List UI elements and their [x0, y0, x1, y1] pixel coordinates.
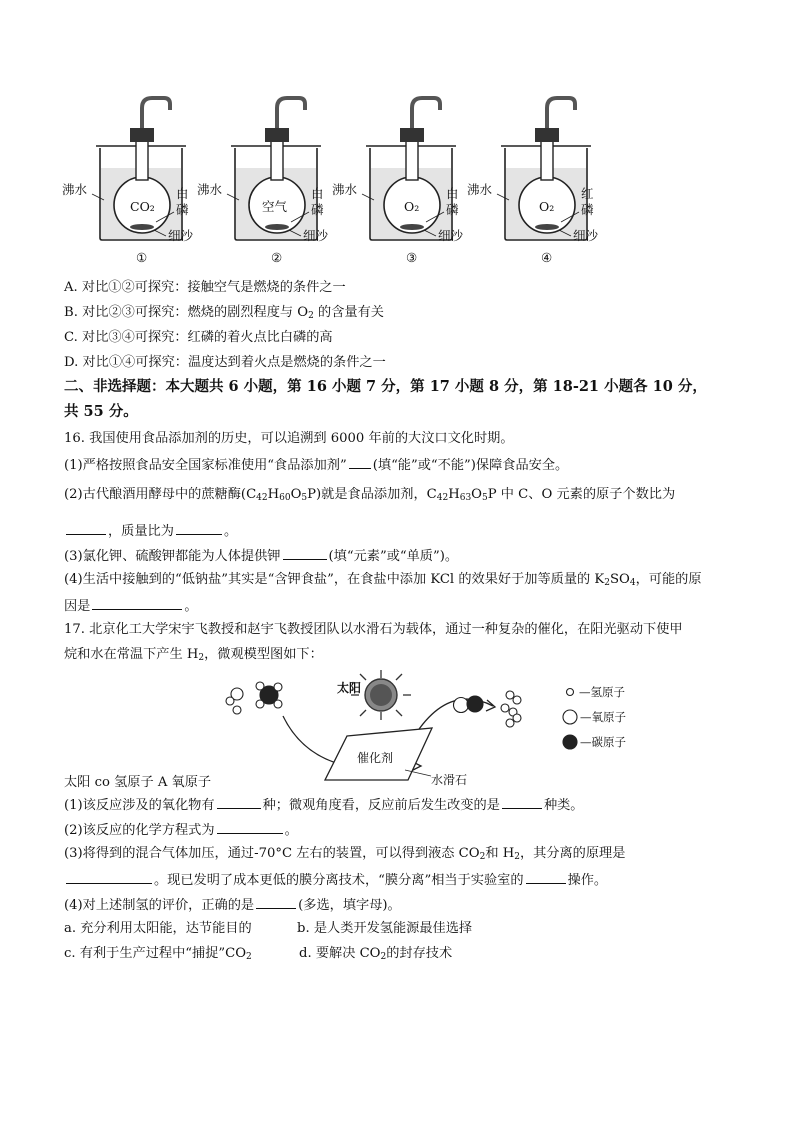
b1-num: ① [136, 250, 148, 265]
b3-num: ③ [406, 250, 418, 265]
answer-blank[interactable] [283, 546, 327, 560]
q17-option-d: d. 要解决 $CO_2$的封存技术 [299, 946, 453, 962]
q17-option-b: b. 是人类开发氢能源最佳选择 [297, 921, 473, 936]
q16-part4-line2: 因是 。 [64, 596, 198, 616]
b4-right1: 红 [581, 186, 594, 201]
answer-blank[interactable] [349, 455, 371, 469]
b3-gas-label: O₂ [404, 199, 420, 214]
b3-left-label: 沸水 [332, 182, 358, 197]
b1-right1: 白 [176, 186, 189, 201]
answer-blank[interactable] [526, 870, 566, 884]
b1-right2: 磷 [176, 202, 189, 217]
option-b: B. 对比②③可探究：燃烧的剧烈程度与 $O_2$ 的含量有关 [64, 305, 384, 321]
b2-right2: 磷 [311, 202, 324, 217]
q17-part3: (3)将得到的混合气体加压，通过-70°C 左右的装置，可以得到液态 $CO_2$和 $H_2$，其分离的原理是 [64, 846, 626, 862]
q17-part2: (2)该反应的化学方程式为 。 [64, 820, 298, 840]
answer-blank[interactable] [217, 820, 283, 834]
answer-blank[interactable] [502, 795, 542, 809]
b1-gas-label: CO₂ [130, 199, 155, 214]
b4-left-label: 沸水 [467, 182, 493, 197]
b1-sand: 细沙 [168, 228, 194, 243]
b4-gas-label: O₂ [539, 199, 555, 214]
legend-oxygen: —氧原子 [580, 710, 626, 724]
legend-carbon: —碳原子 [580, 735, 626, 749]
b3-sand: 细沙 [438, 228, 464, 243]
b2-left-label: 沸水 [197, 182, 223, 197]
q17-part1: (1)该反应涉及的氧化物有 种；微观角度看，反应前后发生改变的是 种类。 [64, 795, 584, 815]
legend-hydrogen: —氢原子 [579, 685, 625, 699]
molecular-model-figure [225, 670, 665, 788]
section-heading-line2: 共 55 分。 [64, 403, 138, 420]
beaker-4 [501, 98, 591, 240]
beaker-2 [231, 98, 321, 240]
answer-blank[interactable] [217, 795, 261, 809]
q16-part4: (4)生活中接触到的“低钠盐”其实是“含钾食盐”，在食盐中添加 KCl 的效果好于加等质量的 $K_2SO_4$，可能的原 [64, 572, 702, 588]
q16-stem: 16. 我国使用食品添加剂的历史，可以追溯到 6000 年前的大汶口文化时期。 [64, 431, 514, 446]
q16-part2: (2)古代酿酒用酵母中的蔗糖酶$(C_{42}H_{60}O_5P)$就是食品添加剂，$C_{42}H_{63}O_5P$ 中 C、O 元素的原子个数比为 [64, 487, 676, 503]
b1-left-label: 沸水 [62, 182, 88, 197]
q17-option-a: a. 充分利用太阳能，达节能目的 [64, 921, 252, 936]
b4-num: ④ [541, 250, 553, 265]
option-d: D. 对比①④可探究：温度达到着火点是燃烧的条件之一 [64, 355, 386, 370]
answer-blank[interactable] [66, 870, 152, 884]
catalyst-label: 催化剂 [357, 751, 394, 765]
b3-right2: 磷 [446, 202, 459, 217]
b2-right1: 白 [311, 186, 324, 201]
q17-part4: (4)对上述制氢的评价，正确的是 (多选，填字母)。 [64, 895, 401, 915]
q16-part2-line2: ，质量比为 。 [64, 521, 237, 541]
answer-blank[interactable] [256, 895, 296, 909]
q17-option-c: c. 有利于生产过程中“捕捉$”CO_2$ [64, 946, 252, 962]
q16-part1: (1)严格按照食品安全国家标准使用“食品添加剂” (填“能”或“不能”)保障食品安全。 [64, 455, 568, 475]
b2-sand: 细沙 [303, 228, 329, 243]
b3-right1: 白 [446, 186, 459, 201]
beaker-figure [62, 90, 622, 270]
option-a: A. 对比①②可探究：接触空气是燃烧的条件之一 [64, 280, 346, 295]
section-heading-line1: 二、非选择题：本大题共 6 小题，第 16 小题 7 分，第 17 小题 8 分，第 18-21 小题各 10 分， [64, 378, 707, 395]
b4-right2: 磷 [581, 202, 594, 217]
answer-blank[interactable] [92, 596, 182, 610]
beaker-figure-svg [62, 90, 622, 270]
option-c: C. 对比③④可探究：红磷的着火点比白磷的高 [64, 330, 333, 345]
b2-num: ② [271, 250, 283, 265]
molecular-model-svg [225, 670, 665, 788]
q16-part3: (3)氯化钾、硫酸钾都能为人体提供钾 (填“元素”或“单质”)。 [64, 546, 458, 566]
beaker-3 [366, 98, 456, 240]
q17-stem-line2: 烷和水在常温下产生 $H_2$，微观模型图如下： [64, 647, 323, 663]
sun-label: 太阳 [337, 681, 362, 695]
answer-blank[interactable] [176, 521, 222, 535]
beaker-1 [96, 98, 186, 240]
answer-blank[interactable] [66, 521, 106, 535]
support-label: 水滑石 [431, 773, 468, 787]
q17-part3-line2: 。现已发明了成本更低的膜分离技术，“膜分离”相当于实验室的 操作。 [64, 870, 607, 890]
b4-sand: 细沙 [573, 228, 599, 243]
figure-caption: 太阳 co 氢原子 A 氧原子 [64, 775, 212, 790]
q17-stem-line1: 17. 北京化工大学宋宇飞教授和赵宇飞教授团队以水滑石为载体，通过一种复杂的催化，在阳光驱动下使甲 [64, 622, 683, 637]
b2-gas-label: 空气 [262, 199, 288, 214]
